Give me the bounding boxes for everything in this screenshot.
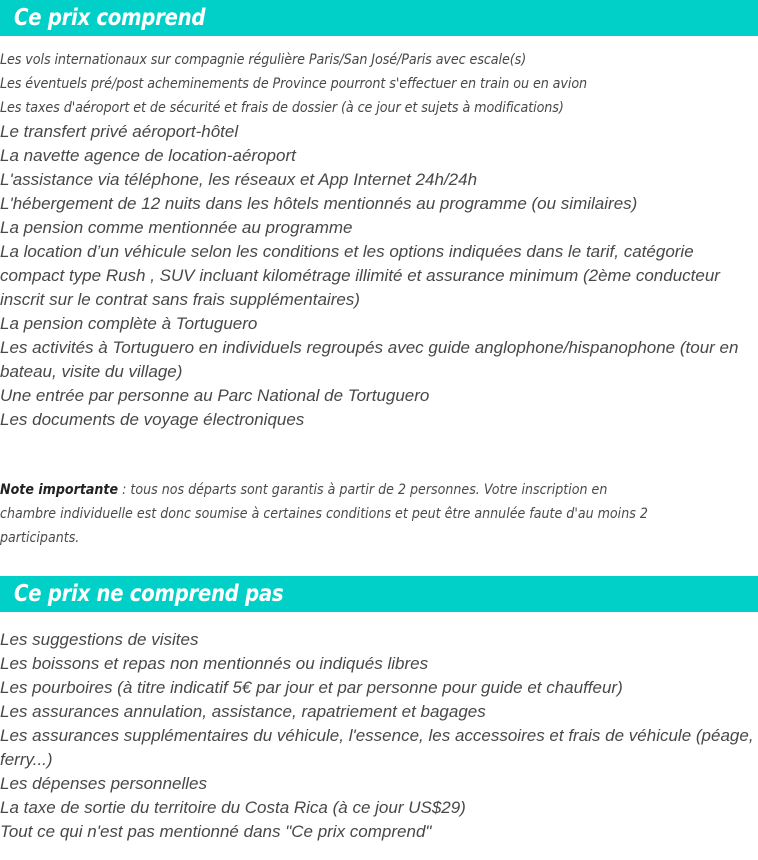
- list-item: La pension comme mentionnée au programme: [0, 218, 353, 237]
- list-item: Les suggestions de visites: [0, 630, 199, 649]
- section-header-excludes: [0, 576, 758, 612]
- list-item: Les assurances annulation, assistance, rapatriement et bagages: [0, 702, 486, 721]
- list-item: Tout ce qui n'est pas mentionné dans "Ce prix comprend": [0, 822, 432, 841]
- list-item: La pension complète à Tortuguero: [0, 314, 258, 333]
- section-title-includes: Ce prix comprend: [14, 4, 206, 31]
- note-body: : tous nos départs sont garantis à partir de 2 personnes. Votre inscription en chambre individuelle est donc soumise à certaines conditions et peut être annulée faute d'au moins 2 participants.: [0, 482, 648, 546]
- excludes-items: [0, 628, 758, 844]
- list-item: Les assurances supplémentaires du véhicule, l'essence, les accessoires et frais de véhicule (péage, ferry...): [0, 726, 758, 769]
- list-item: Les éventuels pré/post acheminements de Province pourront s'effectuer en train ou en avion: [0, 76, 588, 92]
- list-item: L'hébergement de 12 nuits dans les hôtels mentionnés au programme (ou similaires): [0, 194, 638, 213]
- list-item: Les boissons et repas non mentionnés ou indiqués libres: [0, 654, 429, 673]
- note-label: Note importante: [0, 482, 119, 498]
- excludes-list: [0, 628, 758, 844]
- list-item: La taxe de sortie du territoire du Costa Rica (à ce jour US$29): [0, 798, 466, 817]
- list-item: Les activités à Tortuguero en individuels regroupés avec guide anglophone/hispanophone (tour en bateau, visite du village): [0, 338, 744, 381]
- list-item: L'assistance via téléphone, les réseaux et App Internet 24h/24h: [0, 170, 478, 189]
- includes-items: [0, 48, 758, 432]
- list-item: Le transfert privé aéroport-hôtel: [0, 122, 239, 141]
- list-item: La location d’un véhicule selon les conditions et les options indiquées dans le tarif, catégorie compact type Rush , SUV incluant kilométrage illimité et assurance minimum (2ème conducteur inscrit sur le contrat sans frais supplémentaires): [0, 242, 725, 309]
- includes-list: [0, 48, 758, 432]
- list-item: La navette agence de location-aéroport: [0, 146, 296, 165]
- section-header-includes: [0, 0, 758, 36]
- list-item: Les pourboires (à titre indicatif 5€ par jour et par personne pour guide et chauffeur): [0, 678, 623, 697]
- list-item: Les dépenses personnelles: [0, 774, 207, 793]
- important-note: [0, 478, 667, 550]
- list-item: Les vols internationaux sur compagnie régulière Paris/San José/Paris avec escale(s): [0, 52, 527, 68]
- section-title-excludes: Ce prix ne comprend pas: [14, 580, 284, 607]
- list-item: Les taxes d'aéroport et de sécurité et frais de dossier (à ce jour et sujets à modifications): [0, 100, 564, 116]
- list-item: Une entrée par personne au Parc National de Tortuguero: [0, 386, 430, 405]
- list-item: Les documents de voyage électroniques: [0, 410, 305, 429]
